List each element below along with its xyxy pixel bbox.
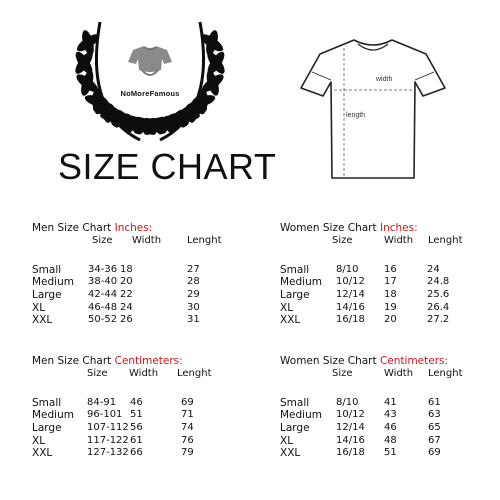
table-cell: 10/12 [336, 409, 365, 420]
row-size-label: Large [280, 289, 310, 301]
table-cell: 56 [130, 422, 143, 433]
row-size-label: Small [32, 264, 62, 276]
table-cell: 31 [187, 314, 200, 325]
row-size-label: Large [32, 289, 62, 301]
row-size-label: Medium [280, 409, 322, 421]
column-header: Width [384, 368, 414, 379]
table-cell: 10/12 [336, 276, 365, 287]
table-cell: 69 [428, 447, 441, 458]
row-size-label: Medium [32, 276, 74, 288]
table-heading-text: Women Size Chart [280, 222, 380, 234]
table-cell: 67 [428, 435, 441, 446]
table-heading [280, 222, 418, 234]
table-cell: 65 [428, 422, 441, 433]
table-cell: 38-40 [88, 276, 118, 287]
column-header: Lenght [177, 368, 212, 379]
table-cell: 24 [120, 302, 133, 313]
brand-name: NoMoreFamous [120, 89, 180, 98]
column-header: Size [332, 235, 353, 246]
table-cell: 29 [187, 289, 200, 300]
row-size-label: XL [280, 302, 294, 314]
women-size-chart-inches [280, 222, 490, 352]
table-cell: 18 [384, 289, 397, 300]
table-cell: 19 [384, 302, 397, 313]
table-cell: 61 [428, 397, 441, 408]
table-cell: 16 [384, 264, 397, 275]
table-heading-text: Men Size Chart [32, 222, 115, 234]
t-shirt-outline-icon [298, 36, 448, 186]
table-cell: 51 [384, 447, 397, 458]
row-size-label: XL [32, 302, 46, 314]
laurel-wreath-icon [60, 2, 240, 150]
table-cell: 76 [181, 435, 194, 446]
table-cell: 51 [130, 409, 143, 420]
column-header: Width [129, 368, 159, 379]
row-size-label: XL [32, 435, 46, 447]
table-cell: 26 [120, 314, 133, 325]
table-cell: 8/10 [336, 397, 359, 408]
table-cell: 34-36 [88, 264, 118, 275]
column-header: Lenght [428, 235, 463, 246]
table-cell: 41 [384, 397, 397, 408]
table-cell: 14/16 [336, 435, 365, 446]
table-heading-text: Men Size Chart [32, 355, 115, 367]
table-cell: 30 [187, 302, 200, 313]
table-cell: 25.6 [427, 289, 450, 300]
column-header: Size [87, 368, 108, 379]
column-header: Width [384, 235, 414, 246]
table-cell: 22 [120, 289, 133, 300]
table-heading [32, 355, 183, 367]
table-heading [280, 355, 448, 367]
row-size-label: Medium [280, 276, 322, 288]
table-cell: 66 [130, 447, 143, 458]
row-size-label: Medium [32, 409, 74, 421]
table-cell: 20 [384, 314, 397, 325]
table-cell: 8/10 [336, 264, 359, 275]
table-cell: 50-52 [88, 314, 118, 325]
table-heading-text: Women Size Chart [280, 355, 380, 367]
table-cell: 16/18 [336, 447, 365, 458]
column-header: Lenght [428, 368, 463, 379]
table-cell: 117-122 [87, 435, 129, 446]
table-heading-unit: Inches: [379, 222, 418, 234]
men-size-chart-centimeters [32, 355, 242, 485]
row-size-label: XXL [32, 314, 53, 326]
table-cell: 17 [384, 276, 397, 287]
width-label: width [376, 76, 393, 83]
column-header: Width [132, 235, 162, 246]
table-cell: 79 [181, 447, 194, 458]
table-cell: 71 [181, 409, 194, 420]
table-cell: 43 [384, 409, 397, 420]
table-heading [32, 222, 152, 234]
column-header: Size [92, 235, 113, 246]
table-cell: 74 [181, 422, 194, 433]
table-cell: 28 [187, 276, 200, 287]
crop-top-icon [128, 46, 172, 75]
table-cell: 63 [428, 409, 441, 420]
table-heading-unit: Centimeters: [114, 355, 183, 367]
table-heading-unit: Centimeters: [379, 355, 449, 367]
table-cell: 127-132 [87, 447, 129, 458]
page-title: SIZE CHART [58, 146, 277, 187]
table-cell: 107-112 [87, 422, 129, 433]
table-cell: 12/14 [336, 289, 365, 300]
table-cell: 20 [120, 276, 133, 287]
men-size-chart-inches [32, 222, 242, 352]
row-size-label: XXL [280, 314, 301, 326]
column-header: Size [332, 368, 353, 379]
table-cell: 26.4 [427, 302, 450, 313]
table-cell: 42-44 [88, 289, 118, 300]
row-size-label: Small [280, 397, 310, 409]
table-cell: 46 [130, 397, 143, 408]
table-cell: 18 [120, 264, 133, 275]
row-size-label: XXL [32, 447, 53, 459]
table-cell: 61 [130, 435, 143, 446]
table-cell: 46-48 [88, 302, 118, 313]
table-heading-unit: Inches: [114, 222, 153, 234]
table-cell: 69 [181, 397, 194, 408]
table-cell: 27 [187, 264, 200, 275]
table-cell: 24 [427, 264, 440, 275]
table-cell: 96-101 [87, 409, 123, 420]
row-size-label: XL [280, 435, 294, 447]
table-cell: 12/14 [336, 422, 365, 433]
table-cell: 48 [384, 435, 397, 446]
column-header: Lenght [187, 235, 222, 246]
table-cell: 84-91 [87, 397, 117, 408]
length-label: length [346, 112, 366, 119]
row-size-label: XXL [280, 447, 301, 459]
row-size-label: Small [280, 264, 310, 276]
table-cell: 14/16 [336, 302, 365, 313]
brand-logo [60, 2, 240, 150]
tshirt-diagram [298, 36, 448, 186]
table-cell: 16/18 [336, 314, 365, 325]
row-size-label: Large [32, 422, 62, 434]
table-cell: 27.2 [427, 314, 450, 325]
table-cell: 24.8 [427, 276, 450, 287]
women-size-chart-centimeters [280, 355, 490, 485]
row-size-label: Large [280, 422, 310, 434]
table-cell: 46 [384, 422, 397, 433]
row-size-label: Small [32, 397, 62, 409]
